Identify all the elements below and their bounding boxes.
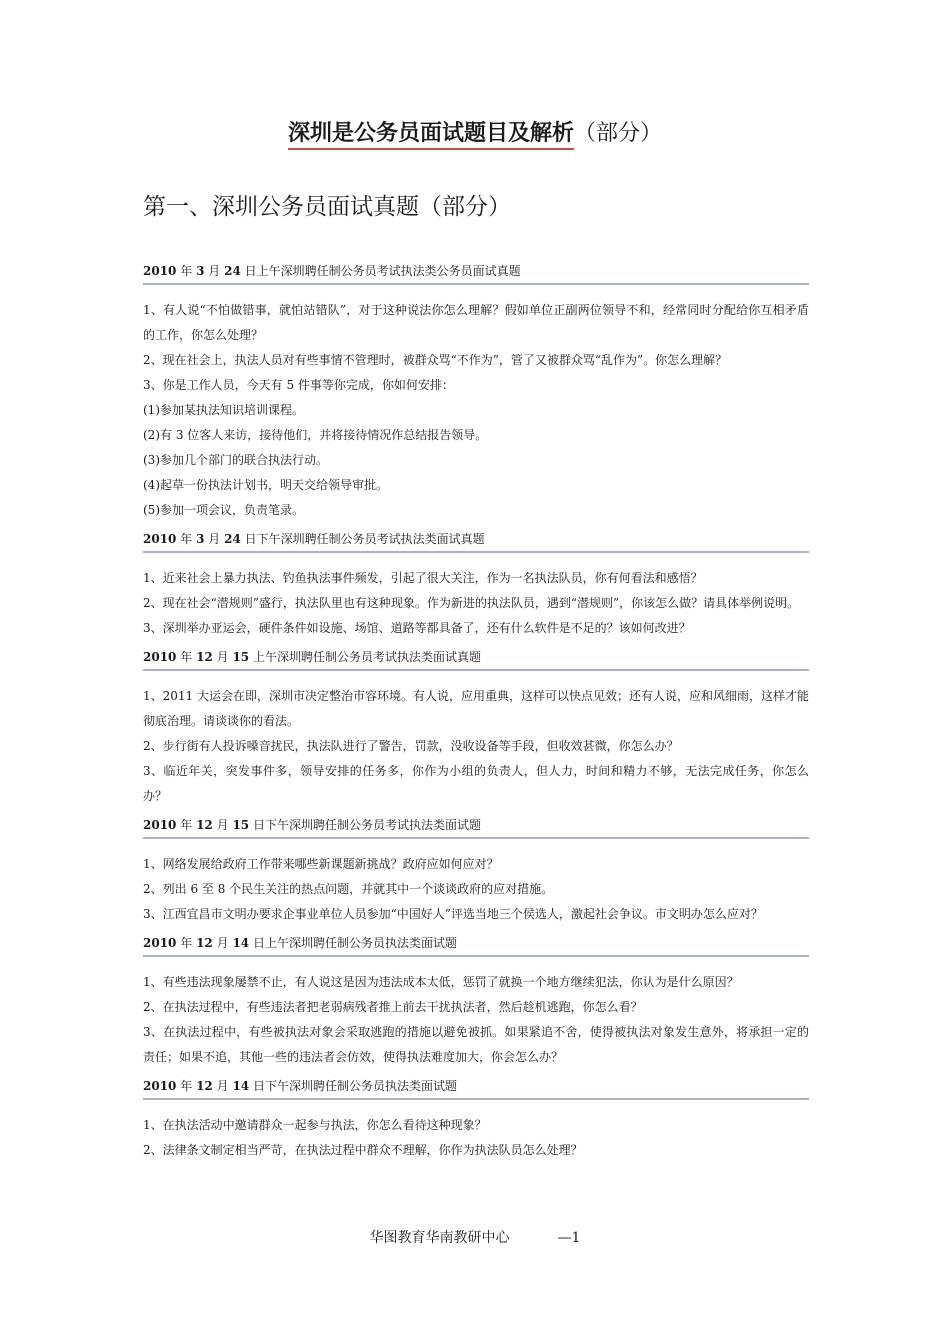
exam-section-heading [143,530,809,553]
questions-content [143,262,809,1170]
title-main: 深圳是公务员面试题目及解析 [288,121,574,150]
document-title [0,118,950,150]
heading-part-rest: 日下午深圳聘任制公务员考试执法类面试真题 [244,532,485,546]
heading-part-m: 3 [196,532,205,546]
heading-part-y: 2010 [143,1079,177,1093]
section-heading: 第一、深圳公务员面试真题（部分） [143,194,511,220]
heading-part-m: 12 [196,650,213,664]
footer-organization: 华图教育华南教研中心 [369,1230,510,1246]
heading-part-rest: 日上午深圳聘任制公务员执法类面试题 [252,936,457,950]
heading-part-yl: 年 [180,650,193,664]
question-item: 3、你是工作人员，今天有 5 件事等你完成，你如何安排： [143,378,454,392]
exam-section [143,934,809,1077]
heading-part-d: 14 [232,936,250,950]
heading-part-yl: 年 [180,1079,193,1093]
question-item: 1、网络发展给政府工作带来哪些新课题新挑战？政府应如何应对？ [143,857,499,871]
exam-section [143,1077,809,1170]
question-item: (2)有 3 位客人来访，接待他们，并将接待情况作总结报告领导。 [143,428,488,442]
heading-part-y: 2010 [143,532,177,546]
heading-part-ml: 月 [208,532,221,546]
question-item: 2、列出 6 至 8 个民生关注的热点问题，并就其中一个谈谈政府的应对措施。 [143,882,554,896]
question-item: 2、步行街有人投诉嗓音扰民，执法队进行了警告，罚款，没收设备等手段，但收效甚微，你怎么办？ [143,739,679,753]
heading-part-m: 12 [196,1079,213,1093]
exam-section-heading [143,1077,809,1100]
heading-part-d: 14 [232,1079,250,1093]
question-item: (5)参加一项会议，负责笔录。 [143,503,304,517]
exam-section-heading [143,262,809,285]
page-number: —1 [557,1230,581,1246]
heading-part-y: 2010 [143,264,177,278]
question-item: 1、近来社会上暴力执法、钓鱼执法事件频发，引起了很大关注，作为一名执法队员，你有何看法和感悟？ [143,571,703,585]
question-item: 3、在执法过程中，有些被执法对象会采取逃跑的措施以避免被抓。如果紧追不舍，使得被执法对象发生意外，将承担一定的责任；如果不追，其他一些的违法者会仿效，使得执法难度加大，你会怎么办？ [143,1025,809,1064]
question-item: 2、现在社会“潜规则”盛行，执法队里也有这种现象。作为新进的执法队员，遇到“潜规则”，你该怎么做？请具体举例说明。 [143,596,800,610]
exam-section [143,530,809,648]
heading-part-ml: 月 [208,264,221,278]
heading-part-rest: 日上午深圳聘任制公务员考试执法类公务员面试真题 [244,264,521,278]
heading-part-d: 15 [232,818,250,832]
question-item: (1)参加某执法知识培训课程。 [143,403,304,417]
exam-section-heading [143,934,809,957]
exam-section [143,648,809,816]
heading-part-rest: 日下午深圳聘任制公务员考试执法类面试题 [252,818,481,832]
heading-part-d: 15 [232,650,250,664]
title-suffix: （部分） [574,121,663,146]
question-item: 3、江西宜昌市文明办要求企事业单位人员参加“中国好人”评选当地三个侯选人，激起社会争议。市文明办怎么应对？ [143,907,763,921]
question-item: 2、法律条文制定相当严苛，在执法过程中群众不理解，你作为执法队员怎么处理？ [143,1143,583,1157]
heading-part-ml: 月 [216,818,229,832]
heading-part-y: 2010 [143,650,177,664]
heading-part-ml: 月 [216,650,229,664]
question-item: 1、2011 大运会在即，深圳市决定整治市容环境。有人说，应用重典，这样可以快点见效；还有人说，应和风细雨，这样才能彻底治理。请谈谈你的看法。 [143,689,809,728]
heading-part-m: 3 [196,264,205,278]
question-item: 2、在执法过程中，有些违法者把老弱病残者推上前去干扰执法者，然后趁机逃跑，你怎么看？ [143,1000,643,1014]
heading-part-m: 12 [196,818,213,832]
heading-part-ml: 月 [216,1079,229,1093]
exam-section [143,816,809,934]
question-item: 1、有些违法现象屡禁不止，有人说这是因为违法成本太低，惩罚了就换一个地方继续犯法，你认为是什么原因？ [143,975,739,989]
heading-part-m: 12 [196,936,213,950]
heading-part-yl: 年 [180,264,193,278]
question-item: 3、临近年关，突发事件多，领导安排的任务多，你作为小组的负责人，但人力，时间和精力不够，无法完成任务，你怎么办？ [143,764,809,803]
question-item: 3、深圳举办亚运会，硬件条件如设施、场馆、道路等都具备了，还有什么软件是不足的？该如何改进？ [143,621,691,635]
question-item: (3)参加几个部门的联合执法行动。 [143,453,328,467]
heading-part-rest: 日下午深圳聘任制公务员执法类面试题 [252,1079,457,1093]
exam-section-heading [143,816,809,839]
exam-section [143,262,809,530]
heading-part-y: 2010 [143,818,177,832]
heading-part-d: 24 [224,532,241,546]
exam-section-heading [143,648,809,671]
heading-part-y: 2010 [143,936,177,950]
question-item: (4)起草一份执法计划书，明天交给领导审批。 [143,478,388,492]
question-item: 1、有人说“不怕做错事，就怕站错队”，对于这种说法你怎么理解？假如单位正副两位领导不和，经常同时分配给你互相矛盾的工作，你怎么处理？ [143,303,809,342]
heading-part-ml: 月 [216,936,229,950]
question-item: 2、现在社会上，执法人员对有些事情不管理时，被群众骂“不作为”，管了又被群众骂“乱作为”。你怎么理解？ [143,353,728,367]
heading-part-rest: 上午深圳聘任制公务员考试执法类面试真题 [252,650,481,664]
heading-part-yl: 年 [180,936,193,950]
page-footer [0,1228,950,1248]
heading-part-d: 24 [224,264,241,278]
question-item: 1、在执法活动中邀请群众一起参与执法，你怎么看待这种现象？ [143,1118,487,1132]
heading-part-yl: 年 [180,818,193,832]
heading-part-yl: 年 [180,532,193,546]
